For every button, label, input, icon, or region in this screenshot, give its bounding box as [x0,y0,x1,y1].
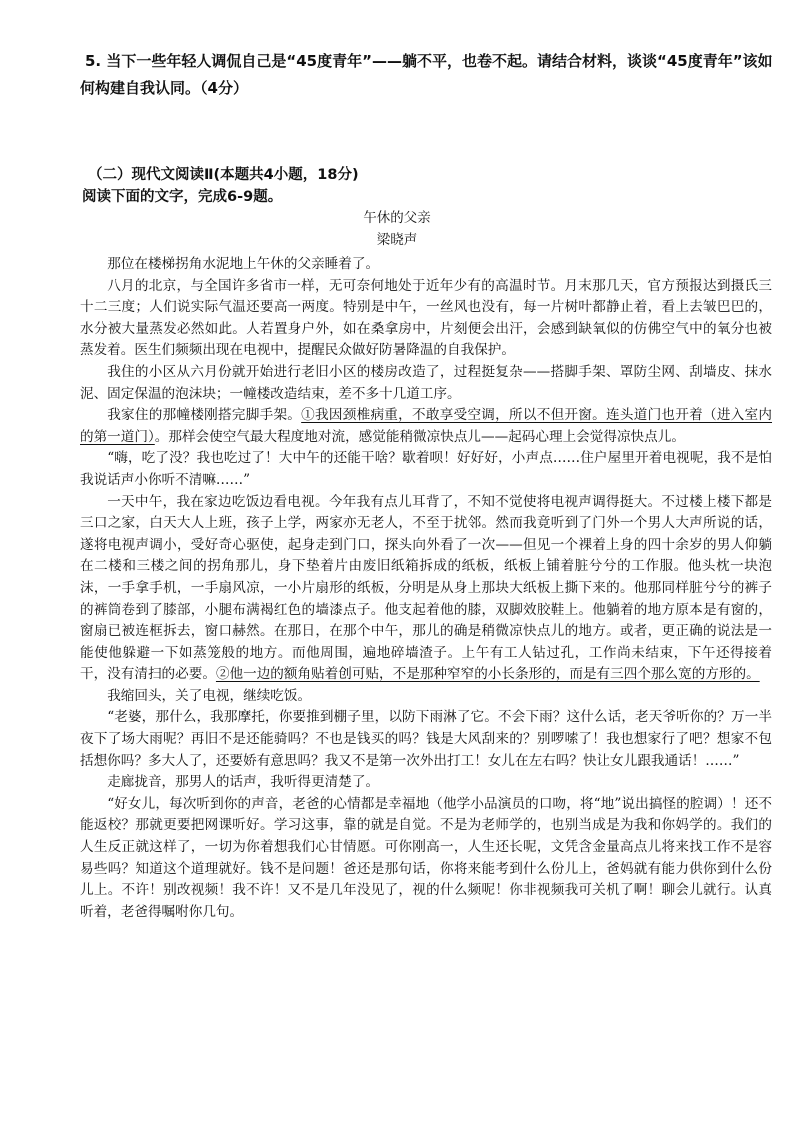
section-instruction: 阅读下面的文字，完成6-9题。 [82,189,283,205]
paragraph-text: 我家住的那幢楼刚搭完脚手架。 [107,407,302,424]
underlined-sentence-2: ②他一边的额角贴着创可贴，不是那种窄窄的小长条形的，而是有三四个那么宽的方形的。 [215,666,760,683]
question-text: 当下一些年轻人调侃自己是“45度青年”——躺不平，也卷不起。请结合材料，谈谈“45度青年”该如何构建自我认同。（4分） [80,52,773,97]
article-body [80,254,772,923]
paragraph: 那位在楼梯拐角水泥地上午休的父亲睡着了。 [107,256,380,272]
paragraph-text: 。那样会使空气最大程度地对流，感觉能稍微凉快点儿——起码心理上会觉得凉快点儿。 [154,428,685,445]
paragraph: 八月的北京，与全国许多省市一样，无可奈何地处于近年少有的高温时节。月末那几天，官方预报达到摄氏三十二三度；人们说实际气温还要高一两度。特别是中午，一丝风也没有，每一片树叶都静止着，看上去皱巴巴的，水分被大量蒸发必然如此。人若置身户外，如在桑拿房中，片刻便会出汗，会感到缺氧似的仿佛空气中的氧分也被蒸发着。医生们频频出现在电视中，提醒民众做好防暑降温的自我保护。 [80,277,772,359]
underlined-sentence-1: ①我因颈椎病重，不敢享受空调，所以不但开窗。连头道门也开着（进入室内的第一道门） [80,407,773,445]
paragraph: “老婆，那什么，我那摩托，你要推到棚子里，以防下雨淋了它。不会下雨？这什么话，老天爷听你的？万一半夜下了场大雨呢？再旧不是还能骑吗？不也是钱买的吗？钱是大风刮来的？别啰嗦了！我也想家行了吧？想家不包括想你吗？多大人了，还要娇有意思吗？我又不是第一次外出打工！女儿在左右吗？快让女儿跟我通话！……” [80,709,772,769]
question-number: 5. [85,52,102,70]
paragraph: “嗨，吃了没？我也吃过了！大中午的还能干啥？歇着呗！好好好，小声点……住户屋里开着电视呢，我不是怕我说话声小你听不清嘛……” [80,450,772,488]
section-title: （二）现代文阅读Ⅱ(本题共4小题，18分) [88,167,359,183]
paragraph: 我缩回头，关了电视，继续吃饭。 [107,687,312,704]
paragraph [80,492,772,686]
paragraph: 走廊拢音，那男人的话声，我听得更清楚了。 [107,774,380,791]
question-5 [80,48,780,102]
paragraph: “好女儿，每次听到你的声音，老爸的心情都是幸福地（他学小品演员的口吻，将“地”说出搞怪的腔调）！还不能返校？那就更要把网课听好。学习这事，靠的就是自觉。不是为老师学的，也别当成是为我和你妈学的。我们的人生反正就这样了，一切为你着想我们心甘情愿。可你刚高一，人生还长呢，文凭含金量高点儿将来找工作不是容易些吗？知道这个道理就好。钱不是问题！爸还是那句话，你将来能考到什么份儿上，爸妈就有能力供你到什么份儿上。不许！别改视频！我不许！又不是几年没见了，视的什么频呢！你非视频我可关机了啊！聊会儿就行。认真听着，老爸得嘱咐你几句。 [80,795,772,920]
article-title: 午休的父亲 [363,210,431,226]
paragraph-text: 一天中午，我在家边吃饭边看电视。今年我有点儿耳背了，不知不觉使将电视声调得挺大。不过楼上楼下都是三口之家，白天大人上班，孩子上学，两家亦无老人，不至于扰邻。然而我竟听到了门外一个男人大声所说的话，遂将电视声调小，受好奇心驱使，起身走到门口，探头向外看了一次——但见一个裸着上身的四十余岁的男人仰躺在二楼和三楼之间的拐角那儿，身下垫着片由废旧纸箱拆成的纸板，纸板上铺着脏兮兮的工作服。他头枕一块泡沫，一手拿手机，一手扇风凉，一小片扇形的纸板，分明是从身上那块大纸板上撕下来的。他那同样脏兮兮的裤子的裤筒卷到了膝部，小腿布满褐红色的墙漆点子。他支起着他的膝，双脚效胶鞋上。他躺着的地方原本是有窗的，窗扇已被连框拆去，窗口赫然。在那日，在那个中午，那儿的确是稍微凉快点儿的地方。或者，更正确的说法是一能使他躲避一下如蒸笼般的地方。而他周围，遍地碎墙渣子。上午有工人钻过孔，工作尚未结束，下午还得接着干，没有清扫的必要。 [80,493,772,683]
article-author: 梁晓声 [376,232,418,248]
paragraph: 我住的小区从六月份就开始进行老旧小区的楼房改造了，过程挺复杂——搭脚手架、罩防尘网、刮墙皮、抹水泥、固定保温的泡沫块；一幢楼改造结束，差不多十几道工序。 [80,363,772,402]
paragraph [80,405,772,448]
